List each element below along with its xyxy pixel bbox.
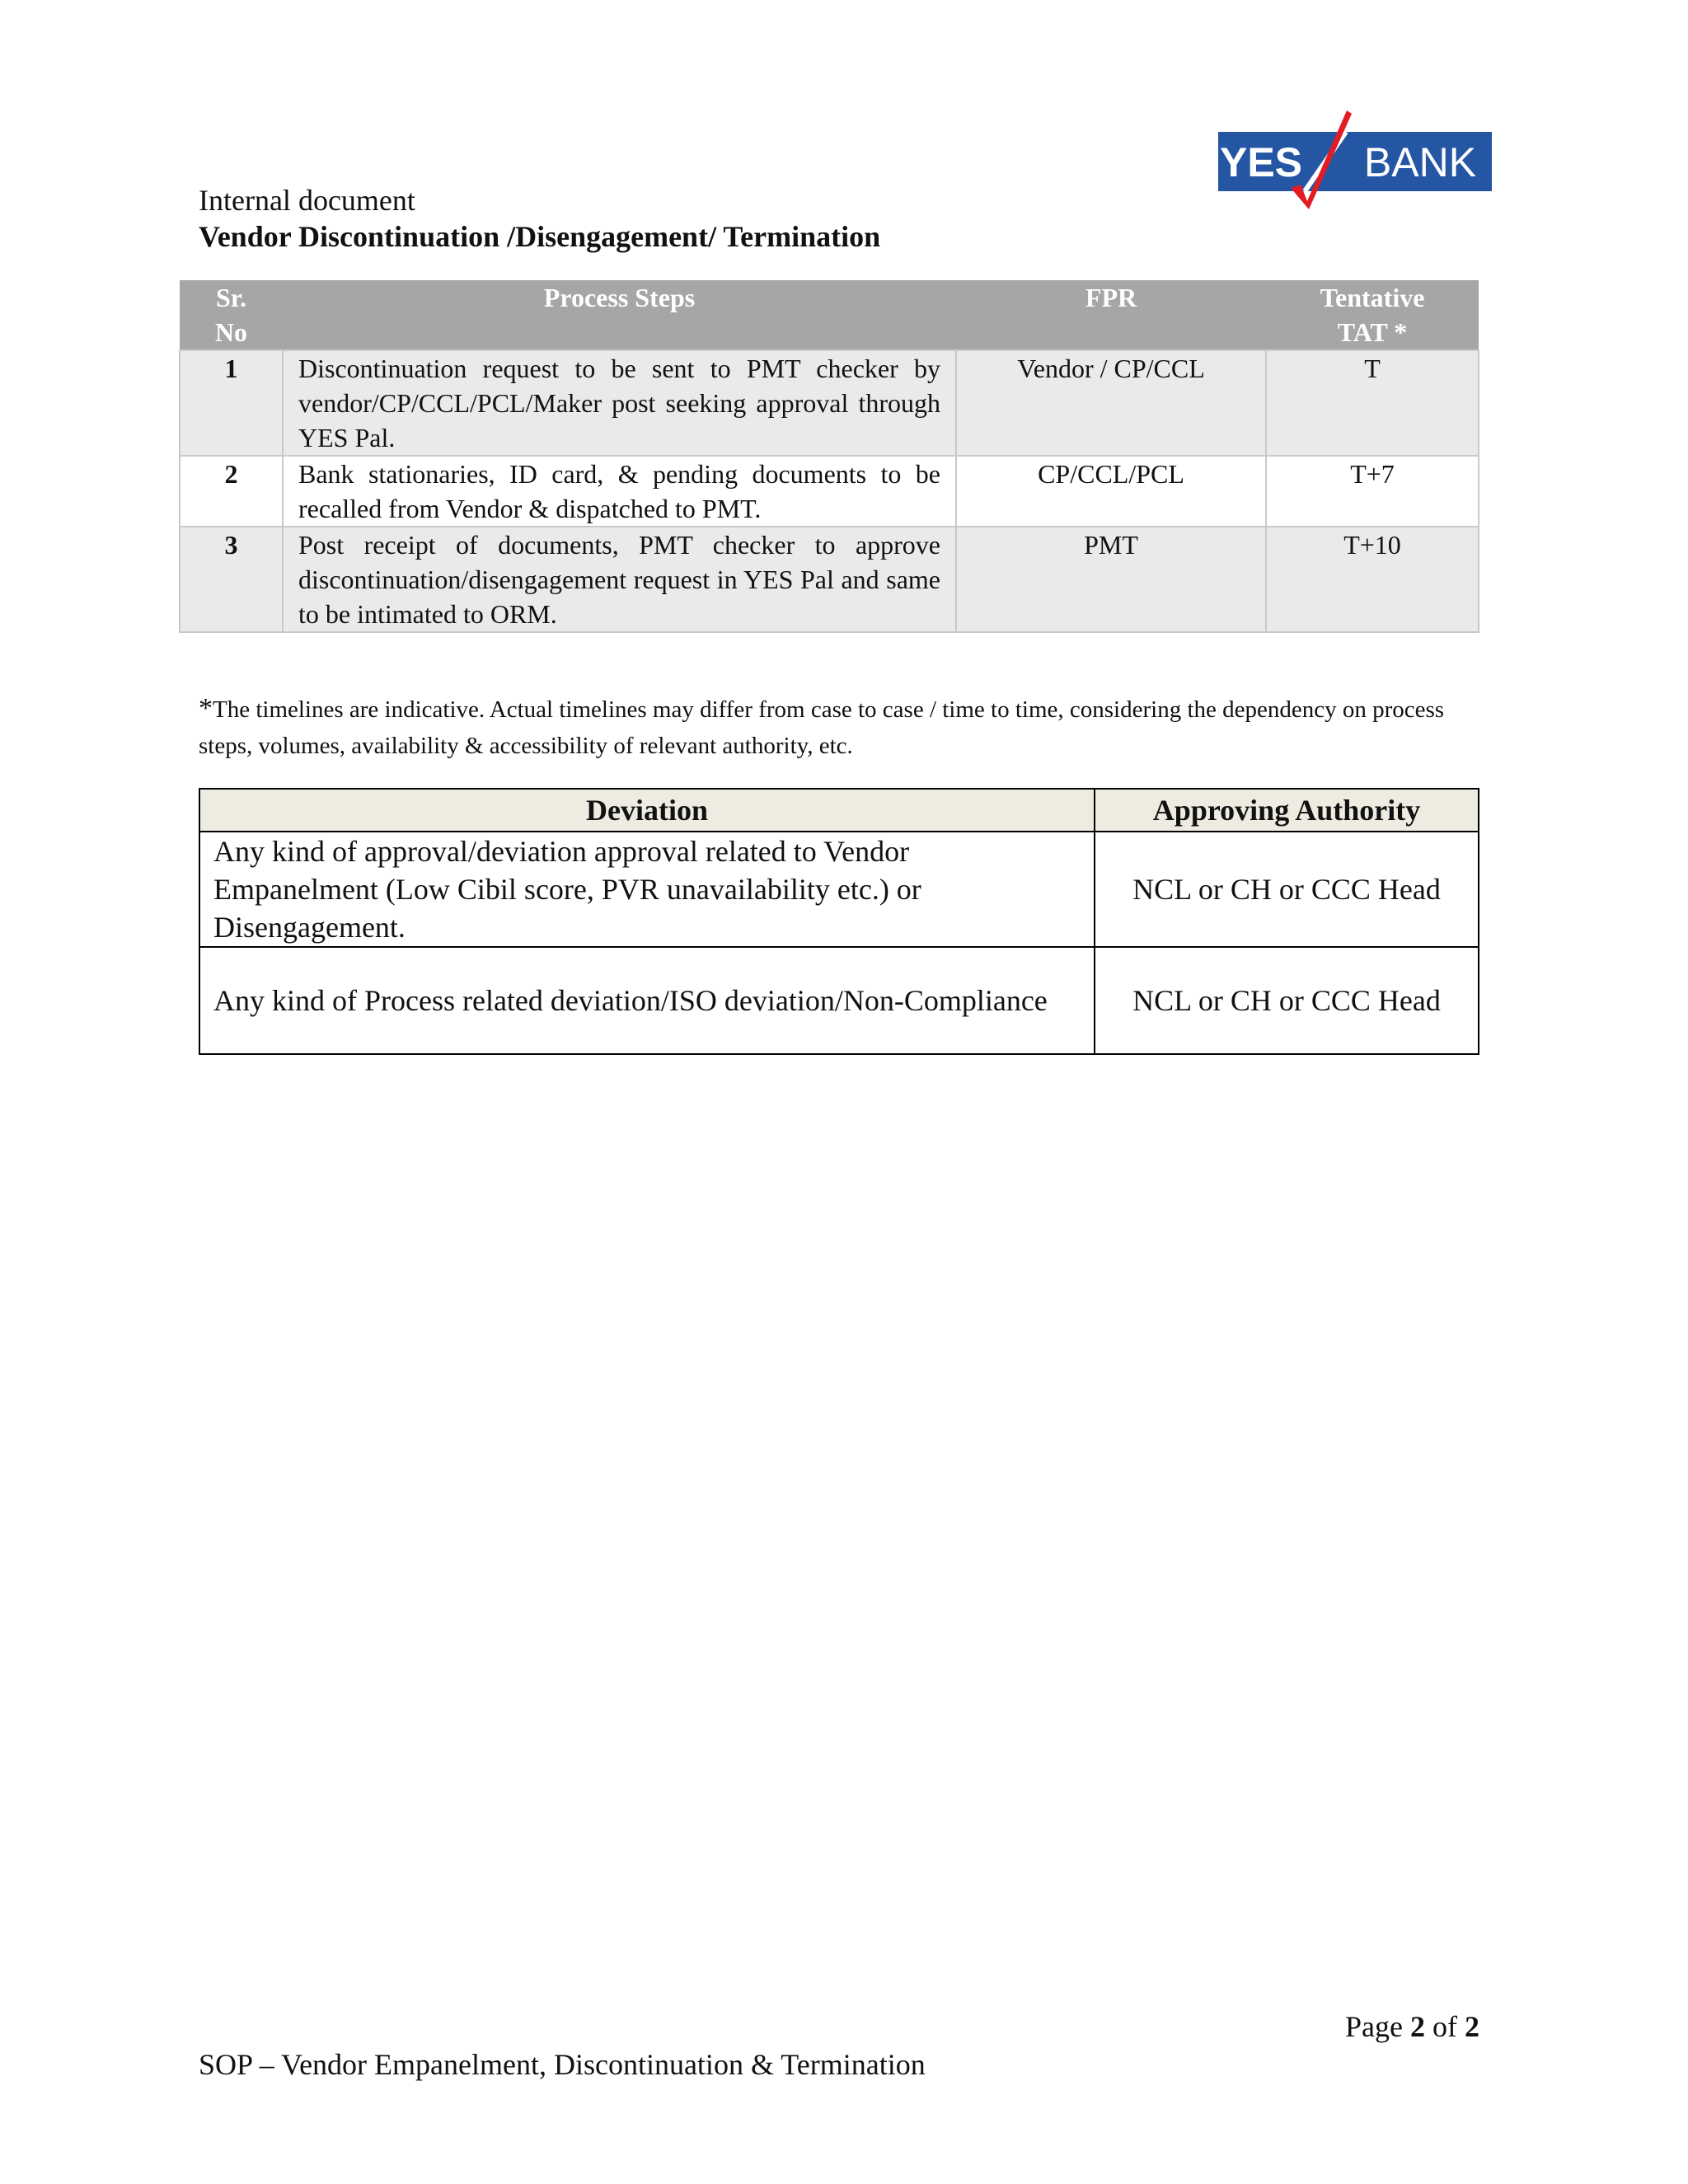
page-number <box>1345 2008 1479 2046</box>
page-current: 2 <box>1409 2010 1425 2043</box>
table-row <box>199 832 1479 947</box>
logo-text-yes: YES <box>1219 139 1303 185</box>
page-of: of <box>1432 2010 1457 2043</box>
cell-process-step: Bank stationaries, ID card, & pending documents to be recalled from Vendor & dispatched to PMT. <box>283 456 956 527</box>
cell-tat: T+10 <box>1266 527 1479 632</box>
header-deviation: Deviation <box>199 789 1095 832</box>
cell-fpr: CP/CCL/PCL <box>956 456 1266 527</box>
cell-deviation: Any kind of approval/deviation approval related to Vendor Empanelment (Low Cibil score, PVR unavailability etc.) or Disengagement. <box>199 832 1095 947</box>
header-tentative-tat: Tentative TAT * <box>1266 280 1479 350</box>
cell-approving-authority: NCL or CH or CCC Head <box>1095 832 1479 947</box>
cell-process-step: Discontinuation request to be sent to PMT checker by vendor/CP/CCL/PCL/Maker post seeking approval through YES Pal. <box>283 350 956 456</box>
footer-text: SOP – Vendor Empanelment, Discontinuation & Termination <box>199 2048 926 2081</box>
page-prefix: Page <box>1345 2010 1403 2043</box>
document-type: Internal document <box>199 184 415 217</box>
cell-tat: T+7 <box>1266 456 1479 527</box>
table-row <box>180 350 1479 456</box>
yes-bank-logo <box>1218 109 1492 209</box>
note-text: The timelines are indicative. Actual timelines may differ from case to case / time to time, considering the dependency on process steps, volumes, availability & accessibility of relevant authority, etc. <box>199 696 1445 759</box>
cell-sr-no: 3 <box>180 527 283 632</box>
header-fpr: FPR <box>956 280 1266 350</box>
cell-approving-authority: NCL or CH or CCC Head <box>1095 947 1479 1054</box>
cell-fpr: Vendor / CP/CCL <box>956 350 1266 456</box>
note-asterisk: * <box>199 693 213 724</box>
cell-tat: T <box>1266 350 1479 456</box>
logo-text-bank: BANK <box>1363 139 1477 185</box>
cell-sr-no: 2 <box>180 456 283 527</box>
document-title: Vendor Discontinuation /Disengagement/ Termination <box>199 220 881 253</box>
header-sr-no: Sr. No <box>180 280 283 350</box>
cell-deviation: Any kind of Process related deviation/ISO deviation/Non-Compliance <box>199 947 1095 1054</box>
table-row <box>180 456 1479 527</box>
table-row <box>180 527 1479 632</box>
deviation-table-header <box>199 789 1479 832</box>
cell-process-step: Post receipt of documents, PMT checker to approve discontinuation/disengagement request in YES Pal and same to be intimated to ORM. <box>283 527 956 632</box>
cell-sr-no: 1 <box>180 350 283 456</box>
process-table-header <box>180 280 1479 350</box>
page-total: 2 <box>1464 2010 1479 2043</box>
timeline-note <box>199 691 1484 764</box>
process-steps-table <box>179 280 1479 633</box>
cell-fpr: PMT <box>956 527 1266 632</box>
header-approving-authority: Approving Authority <box>1095 789 1479 832</box>
deviation-table <box>199 788 1479 1055</box>
table-row <box>199 947 1479 1054</box>
header-process-steps: Process Steps <box>283 280 956 350</box>
